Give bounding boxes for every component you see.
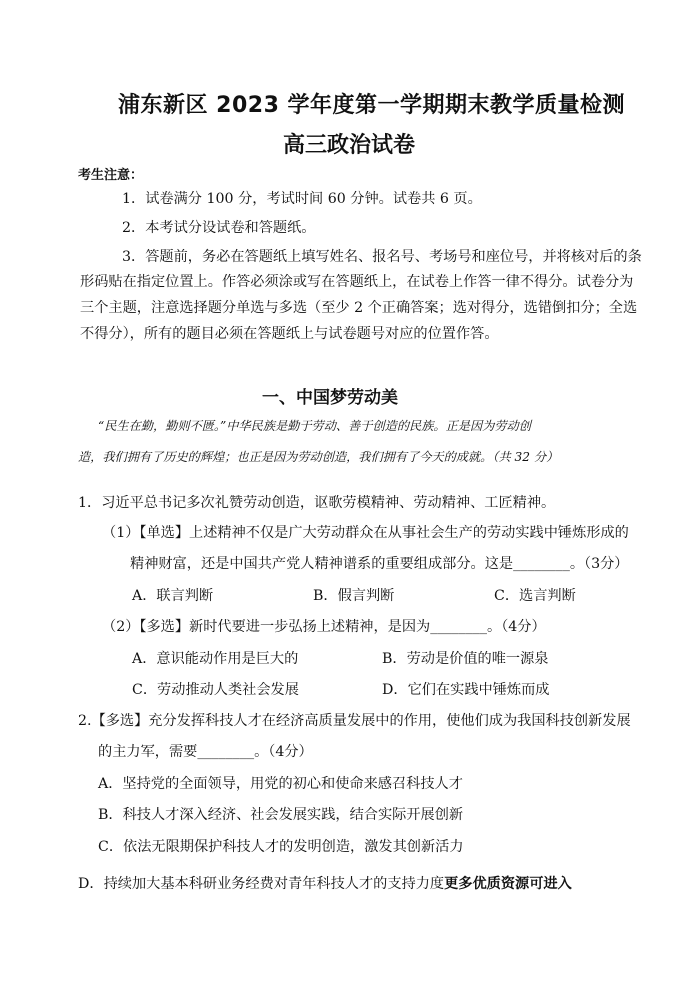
question-1-1-line-2: 精神财富，还是中国共产党人精神谱系的重要组成部分。这是________。（3分） (130, 556, 629, 572)
section-intro-line-1: “民生在勤，勤则不匮。”中华民族是勤于劳动、善于创造的民族。正是因为劳动创 (98, 419, 531, 433)
question-1-2-line-1: （2）【多选】新时代要进一步弘扬上述精神，是因为________。（4分） (102, 619, 546, 635)
exam-title: 浦东新区 2023 学年度第一学期期末教学质量检测 (118, 93, 626, 118)
option-1-1-a: A．联言判断 (132, 588, 214, 604)
option-2-b: B．科技人才深入经济、社会发展实践，结合实际开展创新 (98, 807, 464, 823)
notice-title: 考生注意： (78, 168, 144, 183)
notice-item-3: 3．答题前，务必在答题纸上填写姓名、报名号、考场号和座位号，并将核对后的条 (122, 249, 642, 265)
notice-item-3-cont-1: 形码贴在指定位置上。作答必须涂或写在答题纸上，在试卷上作答一律不得分。试卷分为 (80, 274, 634, 290)
option-2-d-text: D．持续加大基本科研业务经费对青年科技人才的支持力度 (78, 876, 445, 892)
option-1-1-c: C．选言判断 (494, 588, 576, 604)
option-1-2-b: B．劳动是价值的唯一源泉 (382, 651, 549, 667)
question-2-line-1: 2.【多选】充分发挥科技人才在经济高质量发展中的作用，使他们成为我国科技创新发展 (78, 713, 631, 729)
option-1-2-a: A．意识能动作用是巨大的 (132, 651, 299, 667)
question-2-line-2: 的主力军，需要________。（4分） (98, 744, 313, 760)
option-1-2-d: D．它们在实践中锤炼而成 (382, 682, 550, 698)
notice-item-1: 1．试卷满分 100 分，考试时间 60 分钟。试卷共 6 页。 (122, 191, 482, 207)
question-1-1-line-1: （1）【单选】上述精神不仅是广大劳动群众在从事社会生产的劳动实践中锤炼形成的 (102, 525, 629, 541)
exam-subtitle: 高三政治试卷 (283, 133, 416, 158)
option-2-a: A．坚持党的全面领导，用党的初心和使命来感召科技人才 (98, 776, 463, 792)
option-1-1-b: B．假言判断 (313, 588, 395, 604)
section-intro-line-2: 造，我们拥有了历史的辉煌；也正是因为劳动创造，我们拥有了今天的成就。（共 32 分） (78, 450, 559, 464)
question-1-stem: 1．习近平总书记多次礼赞劳动创造，讴歌劳模精神、劳动精神、工匠精神。 (78, 495, 556, 511)
section-heading: 一、中国梦劳动美 (262, 388, 398, 408)
option-2-d (78, 873, 572, 893)
watermark-text: 更多优质资源可进入 (444, 876, 572, 892)
notice-item-3-cont-3: 不得分），所有的题目必须在答题纸上与试卷题号对应的位置作答。 (80, 326, 499, 342)
notice-item-3-cont-2: 三个主题，注意选择题分单选与多选（至少 2 个正确答案；选对得分，选错倒扣分；全选 (80, 300, 638, 316)
option-1-2-c: C．劳动推动人类社会发展 (132, 682, 299, 698)
notice-item-2: 2．本考试分设试卷和答题纸。 (122, 220, 316, 236)
option-2-c: C．依法无限期保护科技人才的发明创造，激发其创新活力 (98, 839, 464, 855)
